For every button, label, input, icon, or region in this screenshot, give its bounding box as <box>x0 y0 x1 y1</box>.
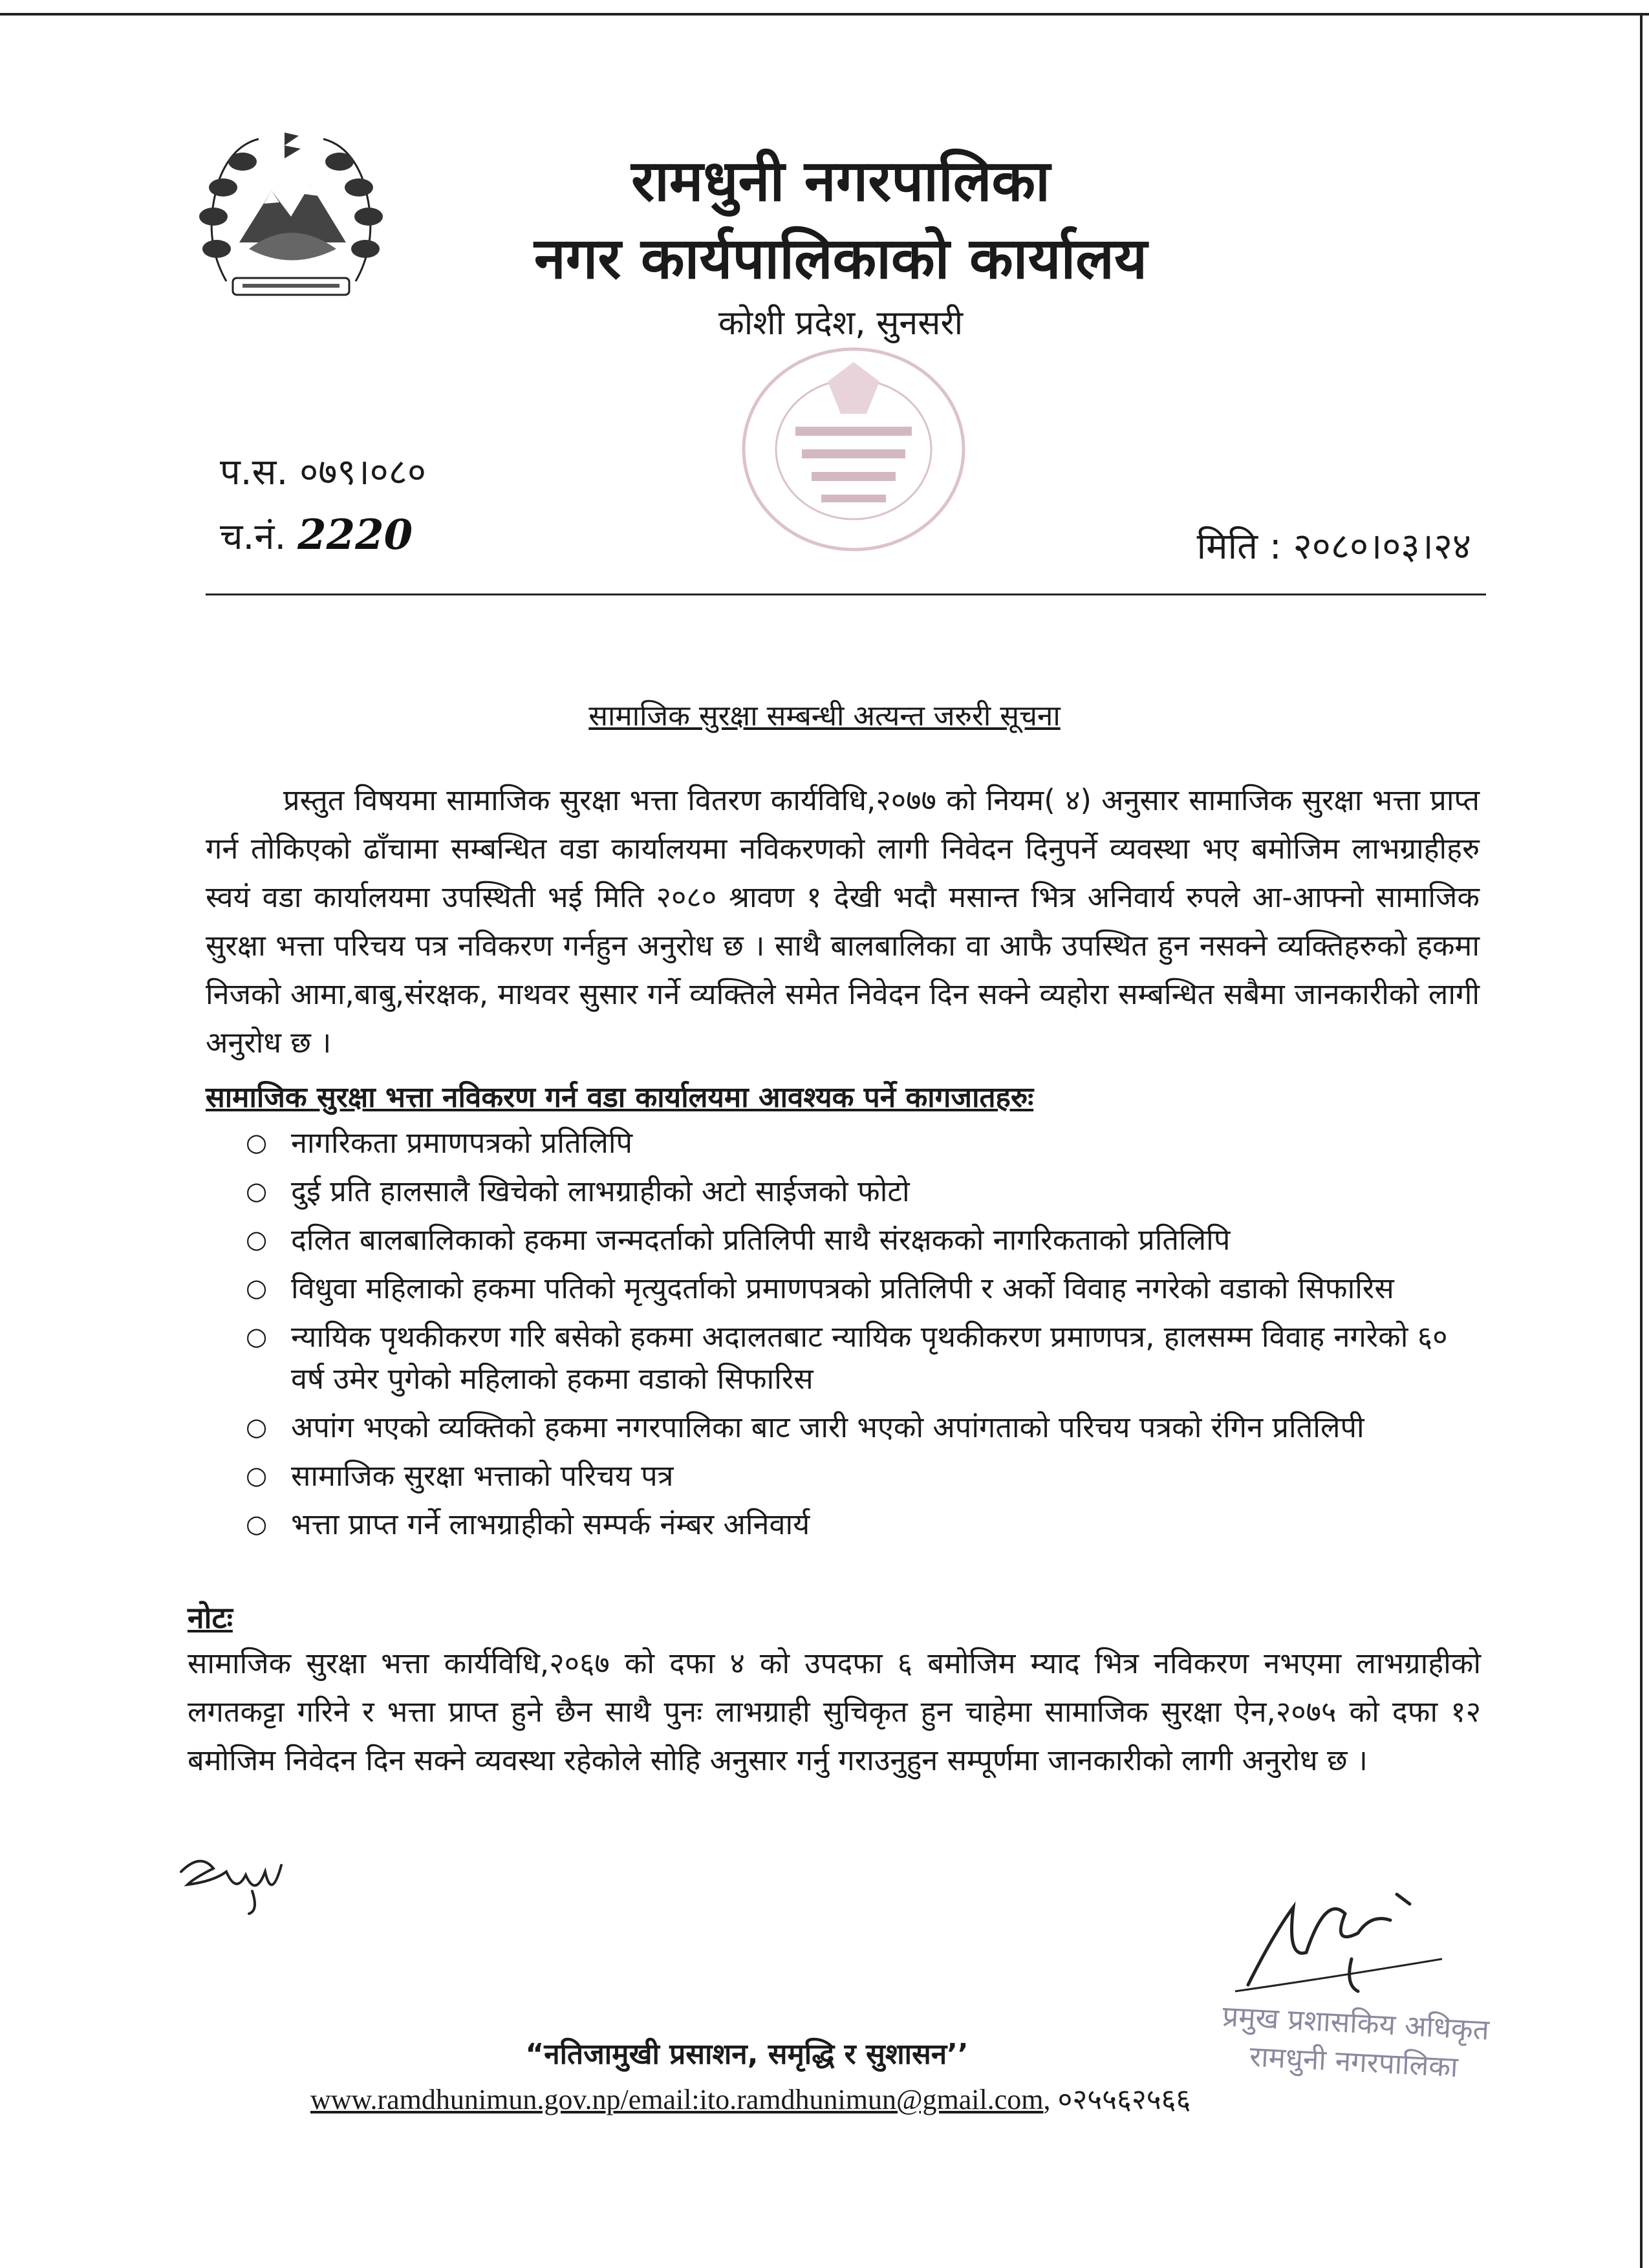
office-location: कोशी प्रदेश, सुनसरी <box>718 304 964 343</box>
contact-link[interactable]: www.ramdhunimun.gov.np/email:ito.ramdhunimun@gmail.com <box>310 2084 1044 2115</box>
reference-number <box>220 446 426 495</box>
bullet-circle-icon: ○ <box>246 1225 268 1254</box>
page-border-right <box>1640 13 1643 2268</box>
bullet-circle-icon: ○ <box>246 1510 268 1538</box>
header-divider <box>206 594 1486 595</box>
org-name: रामधुनी नगरपालिका <box>631 147 1050 214</box>
dispatch-label: च.नं. <box>220 516 286 558</box>
list-item: ○ सामाजिक सुरक्षा भत्ताको परिचय पत्र <box>246 1455 1481 1497</box>
bullet-circle-icon: ○ <box>246 1274 268 1302</box>
office-name: नगर कार्यपालिकाको कार्यालय <box>534 225 1147 292</box>
list-item: ○ दुई प्रति हालसालै खिचेको लाभग्राहीको अटो साईजको फोटो <box>246 1170 1481 1212</box>
municipal-seal-stamp <box>737 343 970 556</box>
bullet-circle-icon: ○ <box>246 1461 268 1490</box>
footer-contact <box>310 2079 1191 2117</box>
note-paragraph: सामाजिक सुरक्षा भत्ता कार्यविधि,२०६७ को दफा ४ को उपदफा ६ बमोजिम म्याद भित्र नविकरण नभएमा लाभग्राहीको लगतकट्टा गरिने र भत्ता प्राप्त हुने छैन साथै पुनः लाभग्राही सुचिकृत हुन चाहेमा सामाजिक सुरक्षा ऐन,२०७५ को दफा १२ बमोजिम निवेदन दिन सक्ने व्यवस्था रहेकोले सोहि अनुसार गर्नु गराउनुहुन सम्पूर्णमा जानकारीको लागी अनुरोध छ । <box>188 1646 1481 1777</box>
note-label: नोटः <box>188 1600 233 1635</box>
list-item: ○ नागरिकता प्रमाणपत्रको प्रतिलिपि <box>246 1122 1481 1164</box>
notice-intro-paragraph: प्रस्तुत विषयमा सामाजिक सुरक्षा भत्ता वितरण कार्यविधि,२०७७ को नियम( ४) अनुसार सामाजिक सुरक्षा भत्ता प्राप्त गर्न तोकिएको ढाँचामा सम्बन्धित वडा कार्यालयमा नविकरणको लागी निवेदन दिनुपर्ने व्यवस्था भए बमोजिम लाभग्राहीहरु स्वयं वडा कार्यालयमा उपस्थिती भई मिति २०८० श्रावण १ देखी भदौ मसान्त भित्र अनिवार्य रुपले आ-आफ्नो सामाजिक सुरक्षा भत्ता परिचय पत्र नविकरण गर्नहुन अनुरोध छ । साथै बालबालिका वा आफै उपस्थित हुन नसक्ने व्यक्तिहरुको हकमा निजको आमा,बाबु,संरक्षक, माथवर सुसार गर्ने व्यक्तिले समेत निवेदन दिन सक्ने व्यहोरा सम्बन्धित सबैमा जानकारीको लागी अनुरोध छ । <box>206 783 1480 1060</box>
list-item: ○ विधुवा महिलाको हकमा पतिको मृत्युदर्ताको प्रमाणपत्रको प्रतिलिपी र अर्को विवाह नगरेको वडाको सिफारिस <box>246 1267 1481 1309</box>
dispatch-value: 2220 <box>297 511 413 559</box>
letter-date <box>1197 520 1471 570</box>
official-stamp-line1: प्रमुख प्रशासकिय अधिकृत <box>1222 2000 1491 2047</box>
required-documents-list <box>246 1122 1481 1552</box>
initials-signature <box>175 1846 291 1917</box>
footer-motto: “नतिजामुखी प्रसाशन, समृद्धि र सुशासन’’ <box>525 2038 969 2071</box>
list-item: ○ न्यायिक पृथकीकरण गरि बसेको हकमा अदालतबाट न्यायिक पृथकीकरण प्रमाणपत्र, हालसम्म विवाह नगरेको ६० वर्ष उमेर पुगेको महिलाको हकमा वडाको सिफारिस <box>246 1316 1481 1400</box>
page-border-top <box>0 13 1649 16</box>
bullet-circle-icon: ○ <box>246 1177 268 1205</box>
list-item: ○ दलित बालबालिकाको हकमा जन्मदर्ताको प्रतिलिपी साथै संरक्षकको नागरिकताको प्रतिलिपि <box>246 1219 1481 1261</box>
bullet-circle-icon: ○ <box>246 1322 268 1351</box>
date-label: मिति : <box>1196 526 1282 568</box>
required-documents-heading: सामाजिक सुरक्षा भत्ता नविकरण गर्न वडा कार्यालयमा आवश्यक पर्ने कागजातहरुः <box>206 1081 1034 1114</box>
dispatch-number <box>220 511 413 560</box>
contact-phone: , ०२५५६२५६६ <box>1043 2084 1191 2115</box>
list-item: ○ भत्ता प्राप्त गर्ने लाभग्राहीको सम्पर्क नंम्बर अनिवार्य <box>246 1503 1481 1545</box>
notice-title: सामाजिक सुरक्षा सम्बन्धी अत्यन्त जरुरी सूचना <box>588 700 1061 733</box>
date-value: २०८०।०३।२४ <box>1293 526 1471 568</box>
ref-label: प.स. <box>220 451 288 493</box>
bullet-circle-icon: ○ <box>246 1128 268 1157</box>
letterhead <box>453 142 1423 349</box>
list-item: ○ अपांग भएको व्यक्तिको हकमा नगरपालिका बाट जारी भएको अपांगताको परिचय पत्रको रंगिन प्रतिलिपी <box>246 1406 1481 1448</box>
bullet-circle-icon: ○ <box>246 1413 268 1441</box>
ref-value: ०७९।०८० <box>299 451 427 493</box>
official-stamp-line2: रामधुनी नगरपालिका <box>1249 2040 1459 2084</box>
